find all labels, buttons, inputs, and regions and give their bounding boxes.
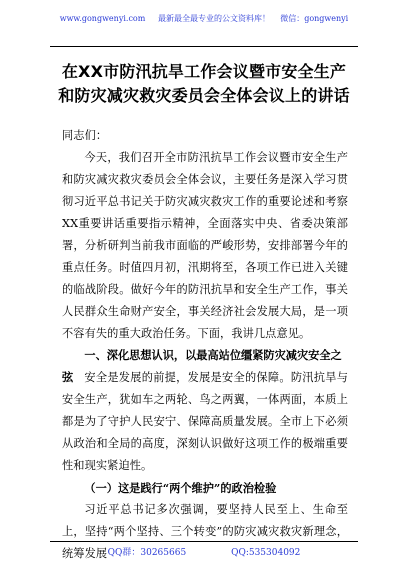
header-banner [0, 0, 408, 38]
paragraph-subsection-1: 习近平总书记多次强调，要坚持人民至上、生命至上，坚持“两个坚持、三个转变”的防灾减灾救灾新理念，统筹发展 [62, 503, 348, 560]
title-line-2: 和防灾减灾救灾委员会全体会议上的讲话 [58, 86, 350, 105]
document-title [30, 60, 378, 108]
title-line-1: 在XX市防汛抗旱工作会议暨市安全生产 [61, 62, 347, 81]
paragraph-section-1: 安全是发展的前提，发展是安全的保障。防汛抗旱与安全生产，犹如车之两轮、鸟之两翼，一体两面，本质上都是为了守护人民安宁、保障高质量发展。全市上下必须从政治和全局的高度，深刻认识做好这项工作的极端重要性和现实紧迫性。 [62, 371, 348, 472]
wechat-id: 微信：gongwenyi [280, 14, 349, 23]
site-url[interactable]: www.gongwenyi.com [59, 14, 146, 23]
footer [0, 546, 408, 560]
qq-number: QQ:535304092 [231, 548, 301, 558]
section-heading-1: 一、深化思想认识，以最高站位缰紧防灾减灾安全之弦 [62, 349, 342, 384]
header-divider [50, 46, 358, 47]
qq-group: QQ群：30265665 [107, 548, 187, 558]
site-slogan: 最新最全最专业的公文资料库！ [158, 14, 271, 23]
subsection-heading-1: （一）这是践行“两个维护”的政治检验 [84, 481, 277, 495]
paragraph-intro: 今天，我们召开全市防汛抗旱工作会议暨市安全生产和防灾减灾救灾委员会全体会议，主要任务是深入学习贯彻习近平总书记关于防灾减灾救灾工作的重要论述和考察XX重要讲话重要指示精神，全面落实中央、省委决策部署，分析研判当前我市面临的严峻形势，安排部署今年的重点任务。时值四月初，汛期将至，各项工作已进入关键的临战阶段。做好今年的防汛抗旱和安全生产工作，事关人民群众生命财产安全，事关经济社会发展大局，是一项不容有失的重大政治任务。下面，我讲几点意见。 [62, 151, 348, 340]
salutation: 同志们： [62, 129, 108, 142]
footer-divider [50, 541, 358, 542]
